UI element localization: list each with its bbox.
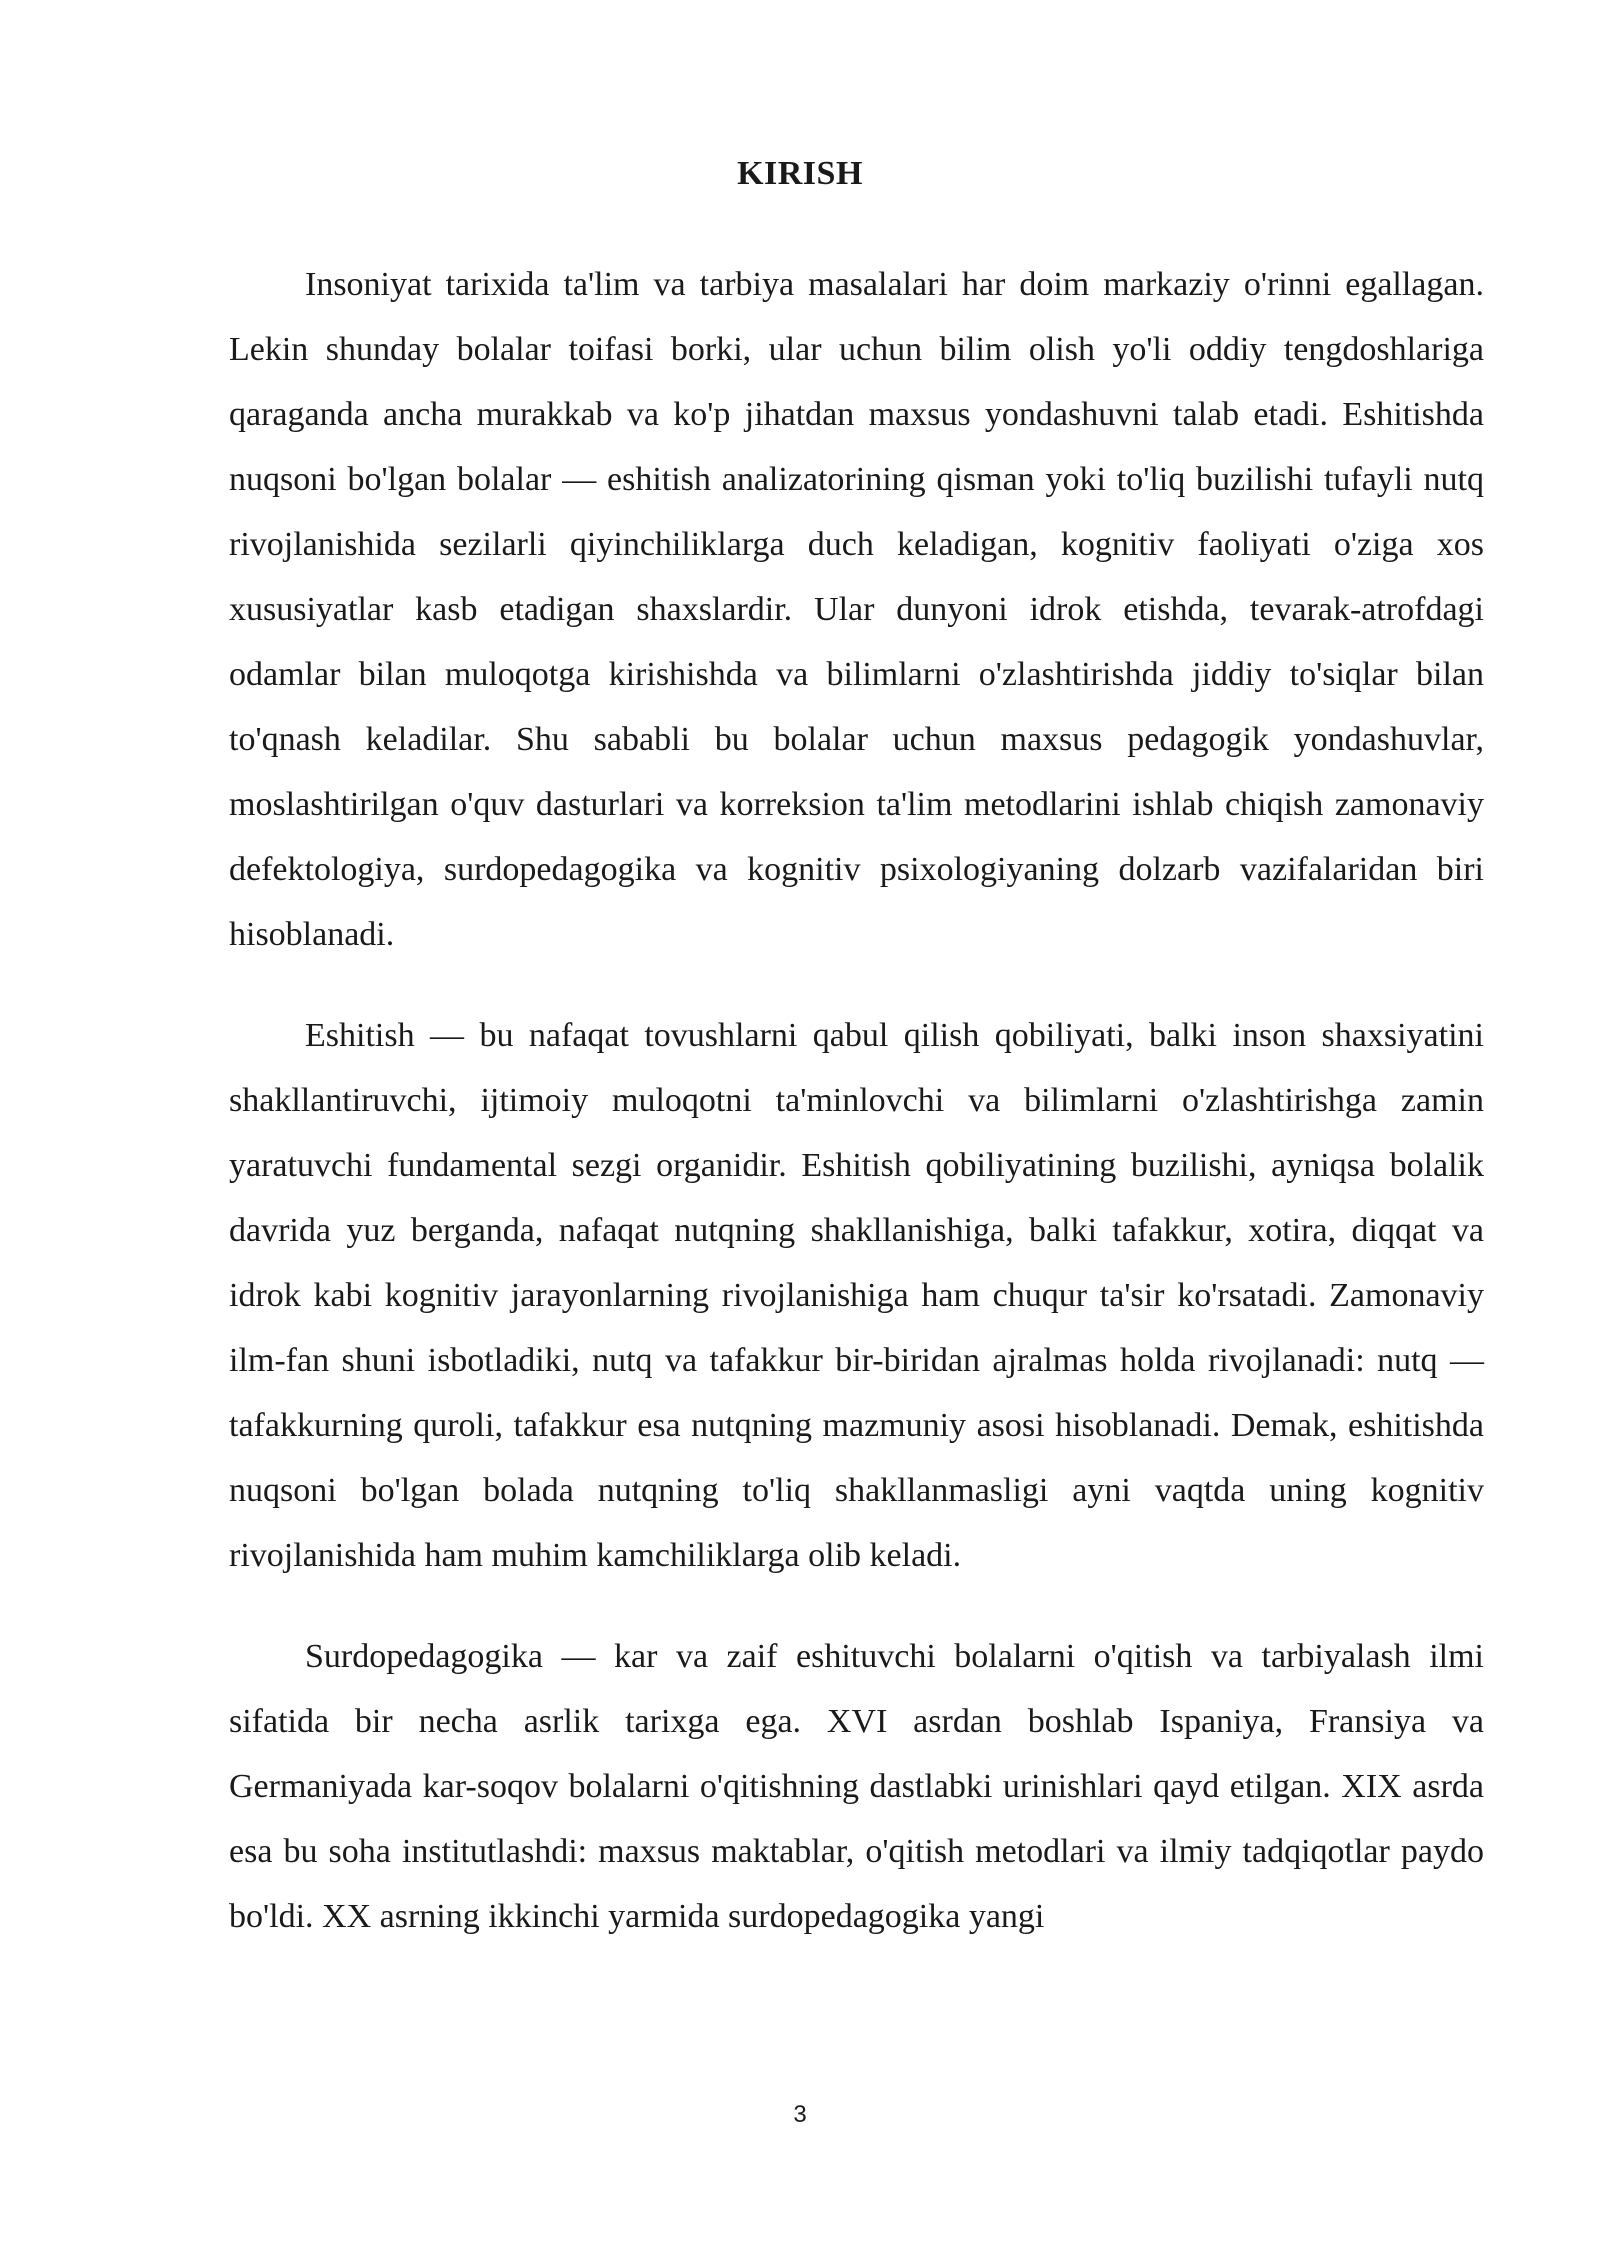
page-title: KIRISH bbox=[737, 155, 863, 192]
page-number: 3 bbox=[793, 2101, 807, 2128]
paragraph-2: Eshitish — bu nafaqat tovushlarni qabul qilish qobiliyati, balki inson shaxsiyatini shakllantiruvchi, ijtimoiy muloqotni ta'minlovchi va bilimlarni o'zlashtirishga zamin yaratuvchi fundamental sezgi organidir. Eshitish qobiliyatining buzilishi, ayniqsa bolalik davrida yuz berganda, nafaqat nutqning shakllanishiga, balki tafakkur, xotira, diqqat va idrok kabi kognitiv jarayonlarning rivojlanishiga ham chuqur ta'sir ko'rsatadi. Zamonaviy ilm-fan shuni isbotladiki, nutq va tafakkur bir-biridan ajralmas holda rivojlanadi: nutq — tafakkurning quroli, tafakkur esa nutqning mazmuniy asosi hisoblanadi. Demak, eshitishda nuqsoni bo'lgan bolada nutqning to'liq shakllanmasligi ayni vaqtda uning kognitiv rivojlanishida ham muhim kamchiliklarga olib keladi. bbox=[229, 1017, 1484, 1574]
paragraph-1: Insoniyat tarixida ta'lim va tarbiya masalalari har doim markaziy o'rinni egallagan. Lekin shunday bolalar toifasi borki, ular uchun bilim olish yo'li oddiy tengdoshlariga qaraganda ancha murakkab va ko'p jihatdan maxsus yondashuvni talab etadi. Eshitishda nuqsoni bo'lgan bolalar — eshitish analizatorining qisman yoki to'liq buzilishi tufayli nutq rivojlanishida sezilarli qiyinchiliklarga duch keladigan, kognitiv faoliyati o'ziga xos xususiyatlar kasb etadigan shaxslardir. Ular dunyoni idrok etishda, tevarak-atrofdagi odamlar bilan muloqotga kirishishda va bilimlarni o'zlashtirishda jiddiy to'siqlar bilan to'qnash keladilar. Shu sababli bu bolalar uchun maxsus pedagogik yondashuvlar, moslashtirilgan o'quv dasturlari va korreksion ta'lim metodlarini ishlab chiqish zamonaviy defektologiya, surdopedagogika va kognitiv psixologiyaning dolzarb vazifalaridan biri hisoblanadi. bbox=[229, 266, 1484, 953]
paragraph-3: Surdopedagogika — kar va zaif eshituvchi bolalarni o'qitish va tarbiyalash ilmi sifatida bir necha asrlik tarixga ega. XVI asrdan boshlab Ispaniya, Fransiya va Germaniyada kar-soqov bolalarni o'qitishning dastlabki urinishlari qayd etilgan. XIX asrda esa bu soha institutlashdi: maxsus maktablar, o'qitish metodlari va ilmiy tadqiqotlar paydo bo'ldi. XX asrning ikkinchi yarmida surdopedagogika yangi bbox=[229, 1638, 1484, 1935]
body-text bbox=[229, 252, 1484, 1985]
